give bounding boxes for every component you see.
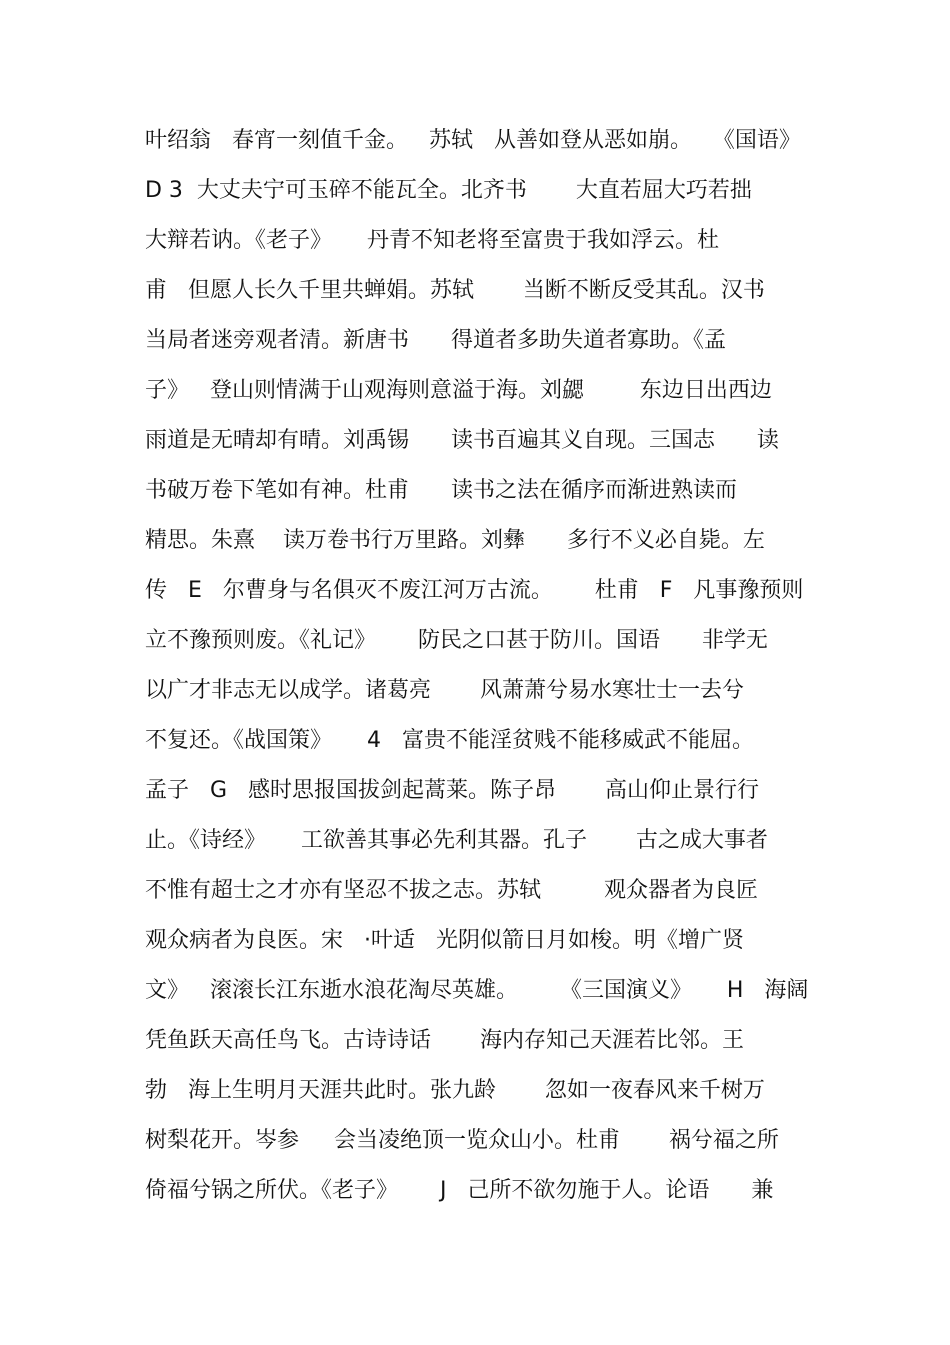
text-line: 凭鱼跃天高任鸟飞。古诗诗话 海内存知己天涯若比邻。王 xyxy=(145,1028,744,1053)
text-line: 当局者迷旁观者清。新唐书 得道者多助失道者寡助。《孟 xyxy=(145,328,726,353)
text-line: 大辩若讷。《老子》 丹青不知老将至富贵于我如浮云。杜 xyxy=(145,228,719,253)
text-line: 文》 滚滚长江东逝水浪花淘尽英雄。 《三国演义》 H 海阔 xyxy=(145,978,809,1003)
text-line: 精思。朱熹 读万卷书行万里路。刘彝 多行不义必自毙。左 xyxy=(145,528,765,553)
text-line: 孟子 G 感时思报国拔剑起蒿莱。陈子昂 高山仰止景行行 xyxy=(145,778,759,803)
text-line: 不复还。《战国策》 4 富贵不能淫贫贱不能移威武不能屈。 xyxy=(145,728,754,753)
text-line: 不惟有超士之才亦有坚忍不拔之志。苏轼 观众器者为良匠 xyxy=(145,878,758,903)
text-line: 雨道是无晴却有晴。刘禹锡 读书百遍其义自现。三国志 读 xyxy=(145,428,779,453)
text-line: D 3 大丈夫宁可玉碎不能瓦全。北齐书 大直若屈大巧若拙 xyxy=(145,178,752,203)
text-line: 止。《诗经》 工欲善其事必先利其器。孔子 古之成大事者 xyxy=(145,828,768,853)
text-line: 观众病者为良医。宋 ·叶适 光阴似箭日月如梭。明《增广贤 xyxy=(145,928,744,953)
text-line: 倚福兮锅之所伏。《老子》 J 己所不欲勿施于人。论语 兼 xyxy=(145,1178,774,1203)
text-line: 立不豫预则废。《礼记》 防民之口甚于防川。国语 非学无 xyxy=(145,628,768,653)
text-line: 树梨花开。岑参 会当凌绝顶一览众山小。杜甫 祸兮福之所 xyxy=(145,1128,779,1153)
text-line: 叶绍翁 春宵一刻值千金。 苏轼 从善如登从恶如崩。 《国语》 xyxy=(145,128,801,153)
text-line: 子》 登山则情满于山观海则意溢于海。刘勰 东边日出西边 xyxy=(145,378,772,403)
text-line: 勃 海上生明月天涯共此时。张九龄 忽如一夜春风来千树万 xyxy=(145,1078,765,1103)
text-line: 甫 但愿人长久千里共蝉娟。苏轼 当断不断反受其乱。汉书 xyxy=(145,278,765,303)
text-line: 书破万卷下笔如有神。杜甫 读书之法在循序而渐进熟读而 xyxy=(145,478,737,503)
text-line: 传 E 尔曹身与名俱灭不废江河万古流。 杜甫 F 凡事豫预则 xyxy=(145,578,804,603)
text-body xyxy=(145,121,815,1221)
text-line: 以广才非志无以成学。诸葛亮 风萧萧兮易水寒壮士一去兮 xyxy=(145,678,744,703)
